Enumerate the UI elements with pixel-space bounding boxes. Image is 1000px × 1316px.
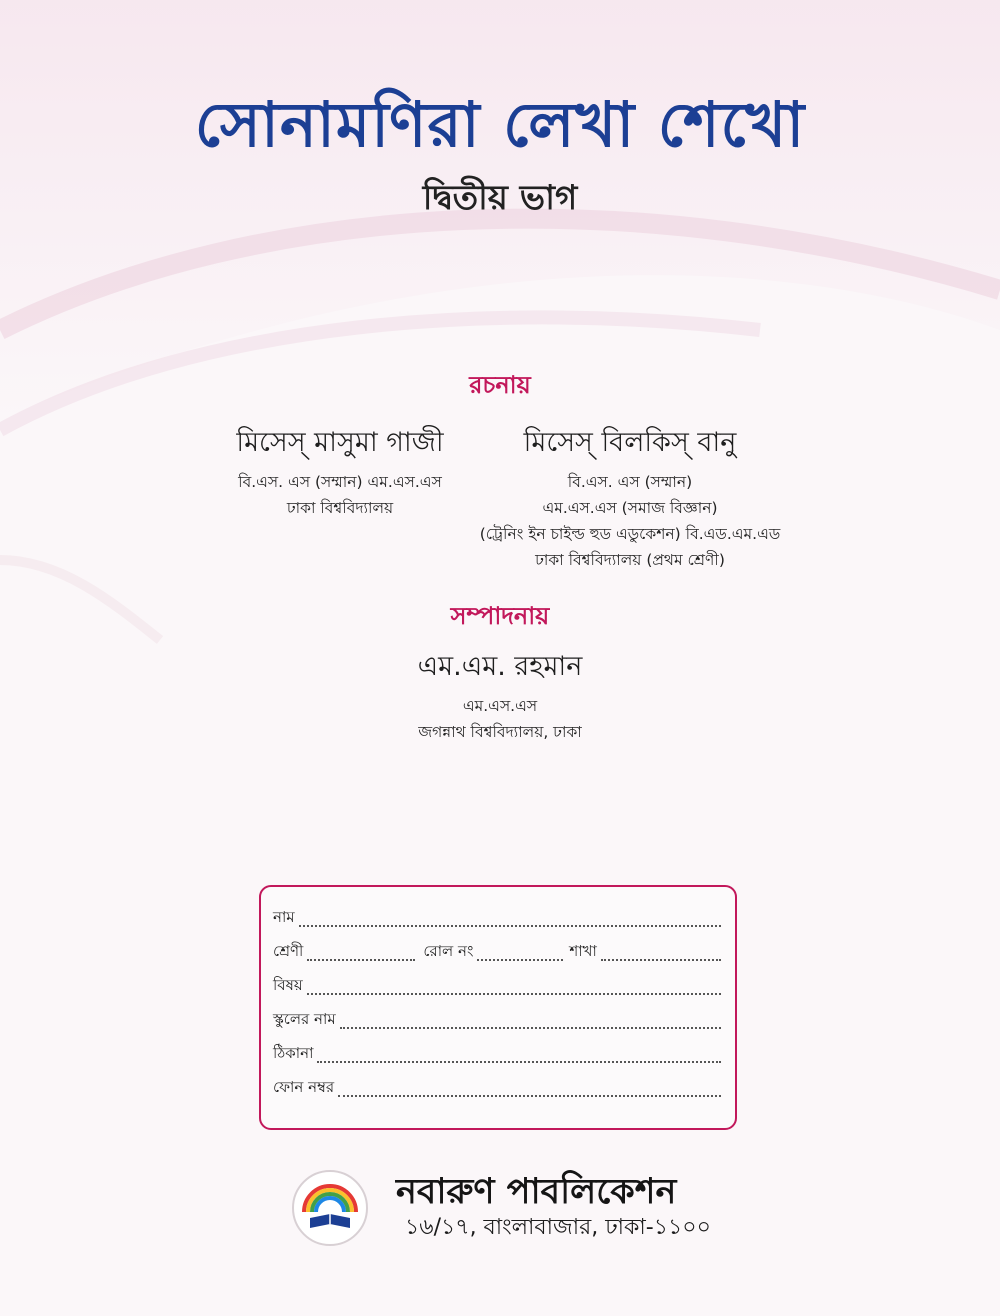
name-field[interactable] bbox=[299, 925, 721, 927]
address-row bbox=[273, 1039, 721, 1067]
school-field[interactable] bbox=[340, 1027, 721, 1029]
roll-label: রোল নং bbox=[423, 942, 474, 960]
school-row bbox=[273, 1005, 721, 1033]
editor bbox=[0, 646, 1000, 745]
section-label: শাখা bbox=[569, 942, 597, 960]
school-label: স্কুলের নাম bbox=[273, 1010, 336, 1028]
address-label: ঠিকানা bbox=[273, 1044, 314, 1062]
author-2-degree-3: (ট্রেনিং ইন চাইল্ড হুড এডুকেশন) বি.এড.এম.এড bbox=[479, 525, 781, 543]
roll-field[interactable] bbox=[477, 959, 563, 961]
book-part: দ্বিতীয় ভাগ bbox=[422, 178, 578, 218]
author-2-university: ঢাকা বিশ্ববিদ্যালয় (প্রথম শ্রেণী) bbox=[535, 551, 725, 569]
book-rainbow-logo-icon bbox=[290, 1168, 370, 1248]
class-field[interactable] bbox=[307, 959, 415, 961]
subject-row bbox=[273, 971, 721, 999]
editor-heading: সম্পাদনায় bbox=[450, 602, 550, 630]
student-info-form bbox=[259, 885, 737, 1130]
subject-label: বিষয় bbox=[273, 976, 303, 994]
phone-label: ফোন নম্বর bbox=[273, 1078, 335, 1096]
book-title: সোনামণিরা লেখা শেখো bbox=[194, 88, 806, 161]
author-1 bbox=[210, 422, 470, 521]
author-2 bbox=[470, 422, 790, 573]
publisher-address: ১৬/১৭, বাংলাবাজার, ঢাকা-১১০০ bbox=[405, 1215, 711, 1240]
editor-name: এম.এম. রহমান bbox=[417, 651, 583, 682]
author-2-name: মিসেস্ বিলকিস্ বানু bbox=[523, 427, 737, 458]
class-label: শ্রেণী bbox=[273, 942, 304, 960]
section-field[interactable] bbox=[601, 959, 721, 961]
subject-field[interactable] bbox=[307, 993, 721, 995]
name-row[interactable] bbox=[273, 903, 721, 931]
phone-row bbox=[273, 1073, 721, 1101]
publisher-name: নবারুণ পাবলিকেশন bbox=[396, 1172, 677, 1212]
editor-university: জগন্নাথ বিশ্ববিদ্যালয়, ঢাকা bbox=[418, 723, 582, 741]
editor-degree: এম.এস.এস bbox=[462, 697, 538, 715]
phone-field[interactable] bbox=[338, 1095, 721, 1097]
author-1-degree: বি.এস. এস (সম্মান) এম.এস.এস bbox=[238, 473, 442, 491]
class-roll-row bbox=[273, 937, 721, 965]
authors-heading: রচনায় bbox=[469, 371, 531, 399]
address-field[interactable] bbox=[317, 1061, 721, 1063]
author-1-university: ঢাকা বিশ্ববিদ্যালয় bbox=[286, 499, 394, 517]
name-label: নাম bbox=[273, 908, 295, 926]
author-1-name: মিসেস্ মাসুমা গাজী bbox=[236, 427, 444, 458]
author-2-degree-1: বি.এস. এস (সম্মান) bbox=[567, 473, 693, 491]
author-2-degree-2: এম.এস.এস (সমাজ বিজ্ঞান) bbox=[542, 499, 718, 517]
